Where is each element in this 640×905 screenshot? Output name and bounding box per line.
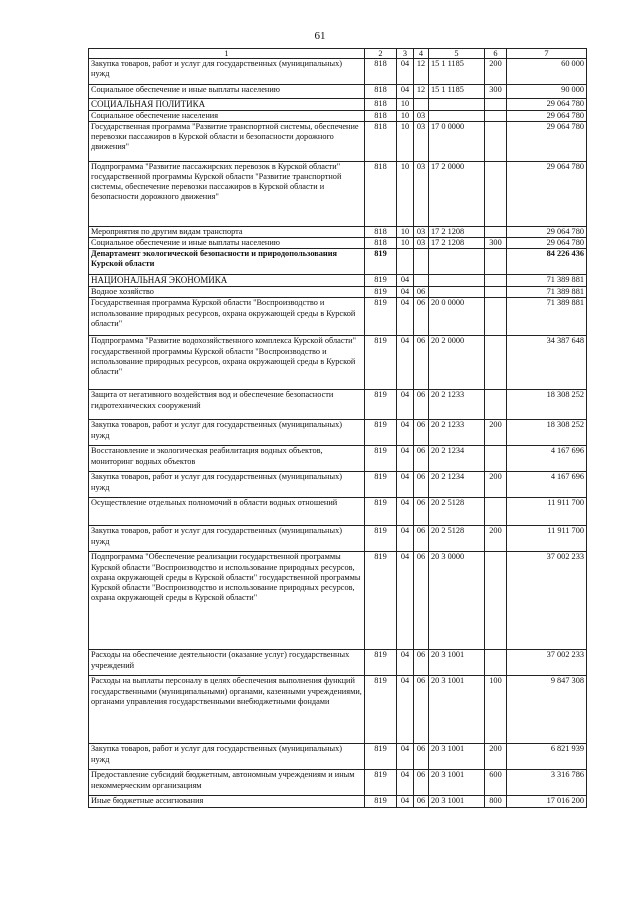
cell-expense-type: 100	[485, 676, 507, 744]
table-row	[89, 526, 587, 552]
page-number: 61	[314, 30, 326, 42]
cell-name: Государственная программа Курской области "Воспроизводство и использование природных ресурсов, охрана окружающей среды в Курской области"	[89, 298, 365, 336]
cell-target-article: 17 2 0000	[429, 162, 485, 227]
cell-target-article	[429, 287, 485, 298]
cell-expense-type	[485, 498, 507, 526]
cell-name: НАЦИОНАЛЬНАЯ ЭКОНОМИКА	[89, 275, 365, 287]
cell-expense-type	[485, 446, 507, 472]
cell-section: 04	[397, 650, 414, 676]
cell-subsection	[414, 99, 429, 111]
cell-section: 04	[397, 85, 414, 99]
cell-section: 04	[397, 744, 414, 770]
cell-section: 04	[397, 796, 414, 807]
cell-amount: 18 308 252	[507, 420, 587, 446]
cell-grbs: 819	[365, 420, 397, 446]
cell-name: Департамент экологической безопасности и природопользования Курской области	[89, 249, 365, 275]
cell-subsection: 03	[414, 122, 429, 162]
cell-subsection: 06	[414, 650, 429, 676]
cell-subsection	[414, 249, 429, 275]
cell-name: Мероприятия по другим видам транспорта	[89, 227, 365, 238]
cell-amount: 37 002 233	[507, 552, 587, 650]
cell-expense-type: 300	[485, 238, 507, 249]
cell-grbs: 819	[365, 498, 397, 526]
cell-grbs: 818	[365, 85, 397, 99]
cell-section: 10	[397, 99, 414, 111]
cell-subsection: 06	[414, 287, 429, 298]
table-row	[89, 446, 587, 472]
cell-amount: 29 064 780	[507, 238, 587, 249]
cell-section: 04	[397, 472, 414, 498]
cell-amount: 29 064 780	[507, 162, 587, 227]
header-col-1: 1	[89, 49, 365, 59]
cell-expense-type	[485, 336, 507, 390]
cell-name: Подпрограмма "Развитие водохозяйственного комплекса Курской области" государственной программы Курской области "Воспроизводство и использование природных ресурсов, охрана окружающей среды в Курской области"	[89, 336, 365, 390]
cell-subsection: 03	[414, 111, 429, 122]
cell-target-article	[429, 111, 485, 122]
cell-section: 04	[397, 298, 414, 336]
table-header-row	[89, 49, 587, 59]
cell-section: 04	[397, 552, 414, 650]
cell-name: Предоставление субсидий бюджетным, автономным учреждениям и иным некоммерческим организациям	[89, 770, 365, 796]
cell-expense-type	[485, 122, 507, 162]
cell-grbs: 819	[365, 287, 397, 298]
cell-target-article: 15 1 1185	[429, 85, 485, 99]
cell-expense-type	[485, 298, 507, 336]
cell-section: 04	[397, 336, 414, 390]
cell-amount: 29 064 780	[507, 111, 587, 122]
cell-target-article	[429, 275, 485, 287]
cell-subsection: 03	[414, 227, 429, 238]
cell-section: 04	[397, 498, 414, 526]
cell-expense-type: 200	[485, 59, 507, 85]
cell-subsection: 03	[414, 162, 429, 227]
cell-name: Закупка товаров, работ и услуг для государственных (муниципальных) нужд	[89, 472, 365, 498]
cell-target-article: 20 3 0000	[429, 552, 485, 650]
cell-name: Закупка товаров, работ и услуг для государственных (муниципальных) нужд	[89, 59, 365, 85]
cell-section: 04	[397, 770, 414, 796]
cell-grbs: 819	[365, 336, 397, 390]
cell-amount: 90 000	[507, 85, 587, 99]
cell-section	[397, 249, 414, 275]
cell-subsection: 06	[414, 526, 429, 552]
cell-grbs: 819	[365, 770, 397, 796]
cell-amount: 4 167 696	[507, 446, 587, 472]
cell-subsection: 06	[414, 744, 429, 770]
cell-section: 04	[397, 390, 414, 420]
cell-name: Подпрограмма "Развитие пассажирских перевозок в Курской области" государственной программы Курской области "Развитие транспортной системы, обеспечение перевозки пассажиров в Курской области и безопасности дорожного движения"	[89, 162, 365, 227]
table-row	[89, 298, 587, 336]
cell-amount: 11 911 700	[507, 526, 587, 552]
cell-amount: 60 000	[507, 59, 587, 85]
table-row	[89, 336, 587, 390]
cell-subsection: 06	[414, 446, 429, 472]
cell-target-article: 20 0 0000	[429, 298, 485, 336]
table-row	[89, 744, 587, 770]
cell-subsection: 06	[414, 676, 429, 744]
header-col-6: 6	[485, 49, 507, 59]
cell-target-article: 20 3 1001	[429, 744, 485, 770]
cell-target-article: 17 0 0000	[429, 122, 485, 162]
cell-section: 10	[397, 227, 414, 238]
cell-grbs: 818	[365, 111, 397, 122]
cell-amount: 71 389 881	[507, 275, 587, 287]
cell-expense-type	[485, 227, 507, 238]
table-row	[89, 249, 587, 275]
cell-amount: 17 016 200	[507, 796, 587, 807]
cell-subsection	[414, 275, 429, 287]
table-body	[89, 59, 587, 808]
cell-amount: 4 167 696	[507, 472, 587, 498]
cell-amount: 29 064 780	[507, 99, 587, 111]
cell-section: 04	[397, 446, 414, 472]
cell-subsection: 06	[414, 298, 429, 336]
cell-expense-type	[485, 99, 507, 111]
header-col-2: 2	[365, 49, 397, 59]
cell-expense-type: 200	[485, 420, 507, 446]
cell-amount: 71 389 881	[507, 298, 587, 336]
cell-expense-type	[485, 249, 507, 275]
cell-expense-type: 200	[485, 526, 507, 552]
cell-expense-type	[485, 390, 507, 420]
cell-subsection: 06	[414, 552, 429, 650]
cell-grbs: 818	[365, 99, 397, 111]
cell-grbs: 818	[365, 122, 397, 162]
cell-section: 04	[397, 59, 414, 85]
table-row	[89, 227, 587, 238]
table-row	[89, 676, 587, 744]
cell-amount: 3 316 786	[507, 770, 587, 796]
cell-section: 04	[397, 526, 414, 552]
table-row	[89, 650, 587, 676]
cell-subsection: 12	[414, 59, 429, 85]
cell-section: 10	[397, 111, 414, 122]
cell-name: Подпрограмма "Обеспечение реализации государственной программы Курской области "Воспроизводство и использование природных ресурсов, охрана окружающей среды в Курской области" государственной программы Курской области "Воспроизводство и использование природных ресурсов, охрана окружающей среды в Курской области"	[89, 552, 365, 650]
cell-name: Расходы на обеспечение деятельности (оказание услуг) государственных учреждений	[89, 650, 365, 676]
cell-target-article: 20 2 1234	[429, 446, 485, 472]
cell-target-article: 20 3 1001	[429, 676, 485, 744]
cell-grbs: 819	[365, 249, 397, 275]
cell-target-article: 20 3 1001	[429, 650, 485, 676]
cell-expense-type	[485, 552, 507, 650]
table-row	[89, 770, 587, 796]
table-row	[89, 238, 587, 249]
cell-amount: 18 308 252	[507, 390, 587, 420]
cell-subsection: 03	[414, 238, 429, 249]
cell-name: Расходы на выплаты персоналу в целях обеспечения выполнения функций государственными (муниципальными) органами, казенными учреждениями, органами управления государственными внебюджетными фондами	[89, 676, 365, 744]
cell-grbs: 819	[365, 446, 397, 472]
table-row	[89, 122, 587, 162]
cell-target-article: 15 1 1185	[429, 59, 485, 85]
cell-subsection: 06	[414, 770, 429, 796]
cell-grbs: 818	[365, 227, 397, 238]
cell-subsection: 06	[414, 390, 429, 420]
table-row	[89, 498, 587, 526]
cell-name: Восстановление и экологическая реабилитация водных объектов, мониторинг водных объектов	[89, 446, 365, 472]
cell-grbs: 819	[365, 472, 397, 498]
header-col-4: 4	[414, 49, 429, 59]
cell-expense-type	[485, 111, 507, 122]
cell-amount: 84 226 436	[507, 249, 587, 275]
table-row	[89, 552, 587, 650]
header-col-5: 5	[429, 49, 485, 59]
cell-amount: 71 389 881	[507, 287, 587, 298]
cell-name: Государственная программа "Развитие транспортной системы, обеспечение перевозки пассажиров в Курской области и безопасности дорожного движения"	[89, 122, 365, 162]
cell-name: Социальное обеспечение и иные выплаты населению	[89, 238, 365, 249]
cell-grbs: 819	[365, 298, 397, 336]
cell-expense-type	[485, 275, 507, 287]
cell-amount: 29 064 780	[507, 227, 587, 238]
cell-grbs: 819	[365, 390, 397, 420]
cell-grbs: 819	[365, 275, 397, 287]
table-row	[89, 796, 587, 807]
cell-section: 10	[397, 162, 414, 227]
cell-name: Закупка товаров, работ и услуг для государственных (муниципальных) нужд	[89, 744, 365, 770]
cell-grbs: 819	[365, 676, 397, 744]
cell-expense-type	[485, 650, 507, 676]
cell-target-article: 20 2 1233	[429, 420, 485, 446]
table-row	[89, 59, 587, 85]
cell-amount: 37 002 233	[507, 650, 587, 676]
cell-name: Водное хозяйство	[89, 287, 365, 298]
cell-name: Социальное обеспечение населения	[89, 111, 365, 122]
cell-target-article: 20 2 5128	[429, 498, 485, 526]
cell-target-article: 20 3 1001	[429, 796, 485, 807]
cell-section: 10	[397, 238, 414, 249]
cell-expense-type	[485, 162, 507, 227]
cell-section: 04	[397, 275, 414, 287]
cell-name: Защита от негативного воздействия вод и обеспечение безопасности гидротехнических сооружений	[89, 390, 365, 420]
cell-subsection: 06	[414, 472, 429, 498]
cell-section: 10	[397, 122, 414, 162]
budget-table	[88, 48, 587, 808]
table-row	[89, 162, 587, 227]
cell-name: Социальное обеспечение и иные выплаты населению	[89, 85, 365, 99]
cell-expense-type: 200	[485, 472, 507, 498]
cell-section: 04	[397, 676, 414, 744]
cell-expense-type	[485, 287, 507, 298]
cell-target-article: 17 2 1208	[429, 238, 485, 249]
cell-amount: 9 847 308	[507, 676, 587, 744]
cell-expense-type: 600	[485, 770, 507, 796]
cell-expense-type: 300	[485, 85, 507, 99]
cell-expense-type: 200	[485, 744, 507, 770]
cell-name: Осуществление отдельных полномочий в области водных отношений	[89, 498, 365, 526]
cell-name: Иные бюджетные ассигнования	[89, 796, 365, 807]
cell-expense-type: 800	[485, 796, 507, 807]
cell-target-article	[429, 249, 485, 275]
cell-target-article: 20 2 1234	[429, 472, 485, 498]
cell-grbs: 818	[365, 162, 397, 227]
cell-target-article: 20 2 5128	[429, 526, 485, 552]
table-row	[89, 472, 587, 498]
cell-amount: 6 821 939	[507, 744, 587, 770]
cell-target-article: 20 2 0000	[429, 336, 485, 390]
cell-grbs: 819	[365, 796, 397, 807]
cell-grbs: 819	[365, 744, 397, 770]
cell-subsection: 06	[414, 498, 429, 526]
cell-name: Закупка товаров, работ и услуг для государственных (муниципальных) нужд	[89, 526, 365, 552]
cell-section: 04	[397, 420, 414, 446]
header-col-3: 3	[397, 49, 414, 59]
table-row	[89, 111, 587, 122]
cell-grbs: 818	[365, 59, 397, 85]
table-row	[89, 420, 587, 446]
cell-target-article	[429, 99, 485, 111]
cell-name: Закупка товаров, работ и услуг для государственных (муниципальных) нужд	[89, 420, 365, 446]
cell-grbs: 819	[365, 526, 397, 552]
cell-target-article: 17 2 1208	[429, 227, 485, 238]
header-col-7: 7	[507, 49, 587, 59]
cell-name: СОЦИАЛЬНАЯ ПОЛИТИКА	[89, 99, 365, 111]
table-row	[89, 275, 587, 287]
cell-section: 04	[397, 287, 414, 298]
cell-grbs: 819	[365, 650, 397, 676]
cell-amount: 11 911 700	[507, 498, 587, 526]
cell-subsection: 06	[414, 420, 429, 446]
table-row	[89, 287, 587, 298]
cell-grbs: 818	[365, 238, 397, 249]
cell-subsection: 06	[414, 336, 429, 390]
cell-subsection: 12	[414, 85, 429, 99]
cell-target-article: 20 3 1001	[429, 770, 485, 796]
cell-amount: 34 387 648	[507, 336, 587, 390]
cell-grbs: 819	[365, 552, 397, 650]
table-row	[89, 85, 587, 99]
cell-subsection: 06	[414, 796, 429, 807]
cell-amount: 29 064 780	[507, 122, 587, 162]
table-row	[89, 390, 587, 420]
cell-target-article: 20 2 1233	[429, 390, 485, 420]
table-row	[89, 99, 587, 111]
